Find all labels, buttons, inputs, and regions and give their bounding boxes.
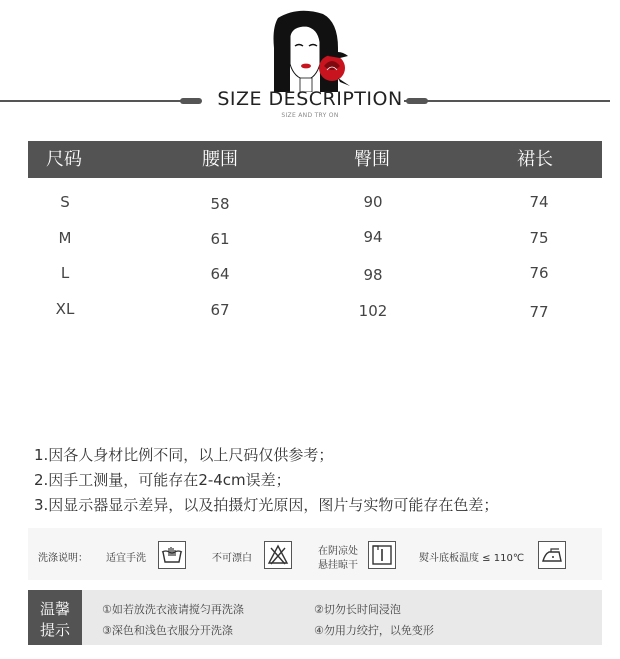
care-label-hand-wash: 适宜手洗: [106, 553, 146, 564]
column-header-size: 尺码: [46, 149, 82, 170]
care-heading: 洗涤说明：: [38, 553, 88, 564]
column-header-waist: 腰围: [202, 149, 238, 170]
hang-dry-icon: [368, 541, 396, 569]
hand-wash-icon: [158, 541, 186, 569]
tip-item: ②切勿长时间浸泡: [314, 603, 401, 616]
tips-label-line-1: 温馨: [39, 600, 70, 618]
care-label-hang-dry-2: 悬挂晾干: [318, 560, 358, 571]
table-cell-size: L: [60, 264, 70, 282]
column-header-hip: 臀围: [354, 149, 390, 170]
table-cell-hip: 90: [363, 193, 383, 211]
woman-portrait-illustration: [268, 8, 358, 92]
column-header-length: 裙长: [517, 149, 553, 170]
tip-item: ④勿用力绞拧，以免变形: [314, 624, 434, 637]
table-cell-hip: 98: [363, 266, 383, 284]
page-subtitle: SIZE AND TRY ON: [281, 112, 339, 119]
table-cell-length: 74: [529, 193, 549, 211]
tips-label-line-2: 提示: [39, 621, 70, 639]
table-cell-size: M: [58, 229, 72, 247]
care-label-hang-dry-1: 在阴凉处: [318, 546, 358, 557]
page-title: SIZE DESCRIPTION: [217, 88, 403, 110]
table-cell-waist: 67: [210, 301, 230, 319]
table-cell-hip: 94: [363, 228, 383, 246]
table-cell-size: S: [60, 193, 70, 211]
table-cell-size: XL: [55, 300, 75, 318]
table-cell-length: 77: [529, 303, 549, 321]
care-label-iron: 熨斗底板温度 ≤ 110℃: [419, 553, 525, 564]
table-cell-length: 75: [529, 229, 549, 247]
table-cell-waist: 64: [210, 265, 230, 283]
note-3: 3.因显示器显示差异，以及拍摄灯光原因，图片与实物可能存在色差；: [34, 496, 499, 514]
iron-icon: [538, 541, 566, 569]
table-cell-length: 76: [529, 264, 549, 282]
no-bleach-icon: [264, 541, 292, 569]
tip-item: ①如若放洗衣液请搅匀再洗涤: [102, 603, 244, 616]
care-label-no-bleach: 不可漂白: [212, 553, 252, 564]
tip-item: ③深色和浅色衣服分开洗涤: [102, 624, 233, 637]
note-2: 2.因手工测量，可能存在2-4cm误差；: [34, 471, 291, 489]
note-1: 1.因各人身材比例不同，以上尺码仅供参考；: [34, 446, 334, 464]
table-cell-waist: 61: [210, 230, 230, 248]
table-cell-hip: 102: [358, 302, 388, 320]
table-cell-waist: 58: [210, 195, 230, 213]
